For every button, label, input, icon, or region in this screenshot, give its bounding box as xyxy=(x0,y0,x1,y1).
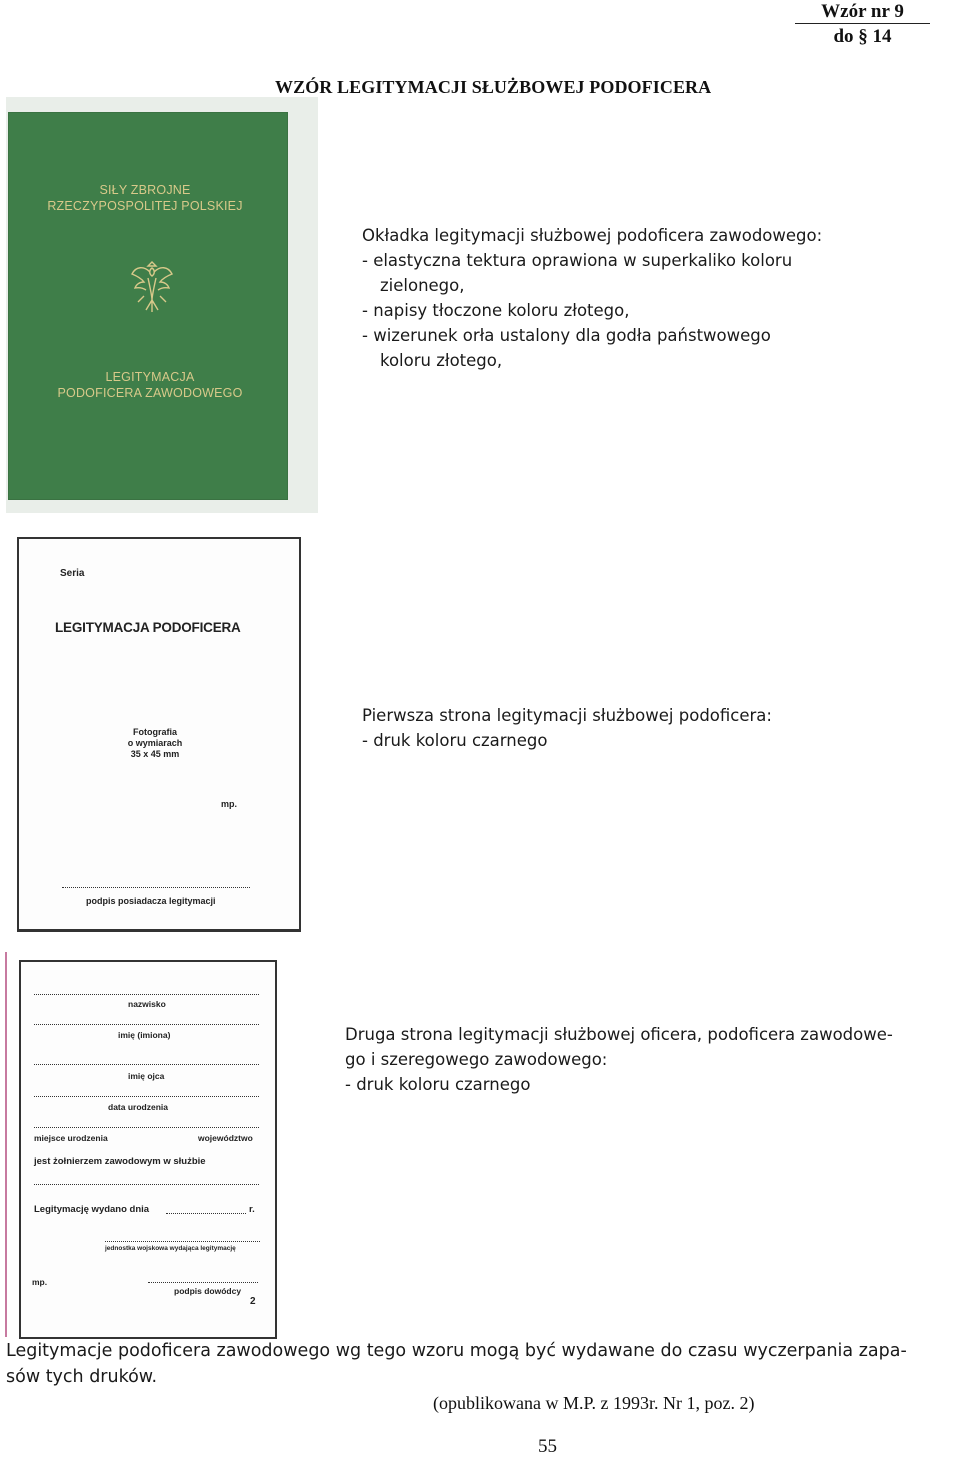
publication-reference: (opublikowana w M.P. z 1993r. Nr 1, poz. 2) xyxy=(433,1393,755,1413)
margin-marker xyxy=(5,952,7,1337)
first-page-desc-line: Pierwsza strona legitymacji służbowej podoficera: xyxy=(362,706,772,725)
field-line xyxy=(34,1096,259,1097)
first-page-desc-line: - druk koloru czarnego xyxy=(362,731,548,750)
field-line xyxy=(148,1282,258,1283)
cover-top-lettering xyxy=(35,182,255,214)
footer-note-line: Legitymacje podoficera zawodowego wg tego wzoru mogą być wydawane do czasu wyczerpania zapa- xyxy=(6,1341,907,1361)
cover-desc-line: - elastyczna tektura oprawiona w superkaliko koloru xyxy=(362,251,793,270)
second-page-description xyxy=(345,1022,893,1097)
field-line xyxy=(34,1024,259,1025)
field-line xyxy=(34,1184,259,1185)
cover-desc-line: zielonego, xyxy=(380,276,465,295)
header-divider xyxy=(795,23,930,24)
field-line xyxy=(34,1064,259,1065)
form-number: Wzór nr 9 xyxy=(821,1,904,22)
second-page-desc-line: go i szeregowego zawodowego: xyxy=(345,1050,608,1069)
photo-label-line: 35 x 45 mm xyxy=(130,749,180,759)
stamp-place-label: mp. xyxy=(221,799,238,809)
field-label-nazwisko: nazwisko xyxy=(128,999,166,1009)
first-page-card-title: LEGITYMACJA PODOFICERA xyxy=(55,620,241,635)
field-label-imie: imię (imiona) xyxy=(118,1030,171,1040)
field-label-wojewodztwo: województwo xyxy=(198,1133,253,1143)
photo-label-line: o wymiarach xyxy=(127,738,183,748)
footer-note xyxy=(6,1338,956,1390)
field-label-imie-ojca: imię ojca xyxy=(128,1071,165,1081)
date-line xyxy=(166,1213,246,1214)
field-label-data-urodzenia: data urodzenia xyxy=(108,1102,168,1112)
cover-bottom-line-1: LEGITYMACJA xyxy=(105,370,195,384)
seria-label: Seria xyxy=(60,568,85,579)
cover-description xyxy=(362,223,822,373)
field-line xyxy=(34,994,259,995)
signature-line xyxy=(62,887,250,888)
cover-top-line-2: RZECZYPOSPOLITEJ POLSKIEJ xyxy=(47,199,243,213)
cover-top-line-1: SIŁY ZBROJNE xyxy=(99,183,191,197)
field-line xyxy=(105,1241,260,1242)
field-label-miejsce-urodzenia: miejsce urodzenia xyxy=(34,1133,108,1143)
cover-desc-line: koloru złotego, xyxy=(380,351,503,370)
field-label-jest-zolnierzem: jest żołnierzem zawodowym w służbie xyxy=(34,1156,206,1167)
footer-note-line: sów tych druków. xyxy=(6,1367,158,1387)
field-line xyxy=(34,1127,259,1128)
photo-placeholder xyxy=(105,727,205,760)
eagle-emblem-icon xyxy=(130,256,174,318)
page-number: 55 xyxy=(538,1436,557,1457)
cover-desc-line: Okładka legitymacji służbowej podoficera zawodowego: xyxy=(362,226,823,245)
page-title: WZÓR LEGITYMACJI SŁUŻBOWEJ PODOFICERA xyxy=(275,77,712,97)
cover-bottom-line-2: PODOFICERA ZAWODOWEGO xyxy=(57,386,243,400)
cover-desc-line: - napisy tłoczone koloru złotego, xyxy=(362,301,630,320)
paragraph-reference: do § 14 xyxy=(833,26,892,47)
first-page-description xyxy=(362,703,772,753)
second-card-stamp-label: mp. xyxy=(32,1277,48,1287)
cover-bottom-lettering xyxy=(35,369,265,401)
field-label-wydano-suffix: r. xyxy=(249,1204,255,1215)
card-page-number: 2 xyxy=(250,1296,256,1307)
field-label-wydano: Legitymację wydano dnia xyxy=(34,1204,150,1215)
second-page-desc-line: Druga strona legitymacji służbowej oficera, podoficera zawodowe- xyxy=(345,1025,893,1044)
holder-signature-label: podpis posiadacza legitymacji xyxy=(86,896,216,906)
cover-desc-line: - wizerunek orła ustalony dla godła państwowego xyxy=(362,326,771,345)
field-label-podpis-dowodcy: podpis dowódcy xyxy=(174,1286,242,1296)
photo-label-line: Fotografia xyxy=(133,727,177,737)
second-page-desc-line: - druk koloru czarnego xyxy=(345,1075,531,1094)
field-label-jednostka: jednostka wojskowa wydająca legitymację xyxy=(105,1245,236,1252)
